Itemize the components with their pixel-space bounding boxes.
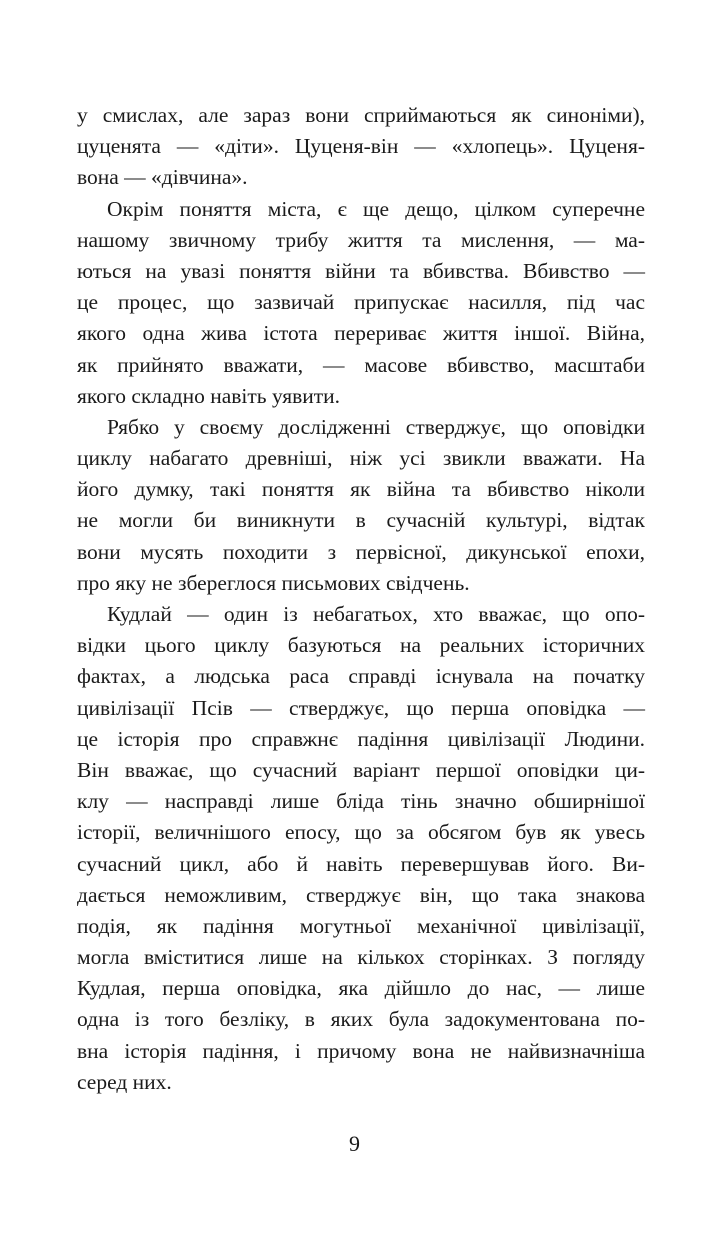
text-line: циклу набагато древніші, ніж усі звикли вважати. На [77,446,645,471]
text-line: Рябко у своєму дослідженні стверджує, що оповідки [107,414,645,439]
text-line: Кудлай — один із небагатьох, хто вважає, що опо- [107,602,645,626]
text-line: не могли би виникнути в сучасній культурі, відтак [77,508,645,533]
text-line: Окрім поняття міста, є ще дещо, цілком суперечне [107,196,645,221]
text-line: одна із того безліку, в яких була задокументована по- [77,1007,645,1032]
text-line: могла вміститися лише на кількох сторінках. З погляду [77,945,645,970]
text-line: Він вважає, що сучасний варіант першої оповідки ци- [77,757,645,782]
text-line: подія, як падіння могутньої механічної цивілізації, [77,913,645,938]
text-line: відки цього циклу базуються на реальних історичних [77,633,645,658]
text-line: вна історія падіння, і причому вона не найвизначніша [77,1038,645,1063]
text-line: дається неможливим, стверджує він, що така знакова [77,882,645,907]
text-line: сучасний цикл, або й навіть перевершував його. Ви- [77,851,645,876]
text-line: історії, величнішого епосу, що за обсягом був як увесь [77,820,645,845]
text-line: якого одна жива істота перериває життя іншої. Війна, [77,321,645,346]
text-line: якого складно навіть уявити. [77,383,341,408]
text-line: вони мусять походити з первісної, дикунської епохи, [77,539,645,564]
text-line: ються на увазі поняття війни та вбивства. Вбивство — [77,258,645,283]
text-line: клу — насправді лише бліда тінь значно обширнішої [77,789,645,814]
body-text [77,100,645,1098]
text-line: серед них. [77,1069,172,1094]
text-line: у смислах, але зараз вони сприймаються як синоніми), [77,103,645,127]
text-line: вона — «дівчина». [77,165,248,190]
text-line: цуценята — «діти». Цуценя-він — «хлопець». Цуценя- [77,134,645,159]
text-line: про яку не збереглося письмових свідчень. [77,570,470,595]
text-line: цивілізації Псів — стверджує, що перша оповідка — [77,695,645,720]
page-number: 9 [349,1131,360,1156]
text-line: нашому звичному трибу життя та мислення, — ма- [77,227,645,252]
text-line: це історія про справжнє падіння цивілізації Людини. [77,726,645,751]
text-line: Кудлая, перша оповідка, яка дійшло до нас, — лише [77,976,645,1001]
text-line: це процес, що зазвичай припускає насилля, під час [77,290,645,315]
text-line: фактах, а людська раса справді існувала на початку [77,664,645,689]
text-line: його думку, такі поняття як війна та вбивство ніколи [77,477,645,502]
text-line: як прийнято вважати, — масове вбивство, масштаби [77,352,645,377]
